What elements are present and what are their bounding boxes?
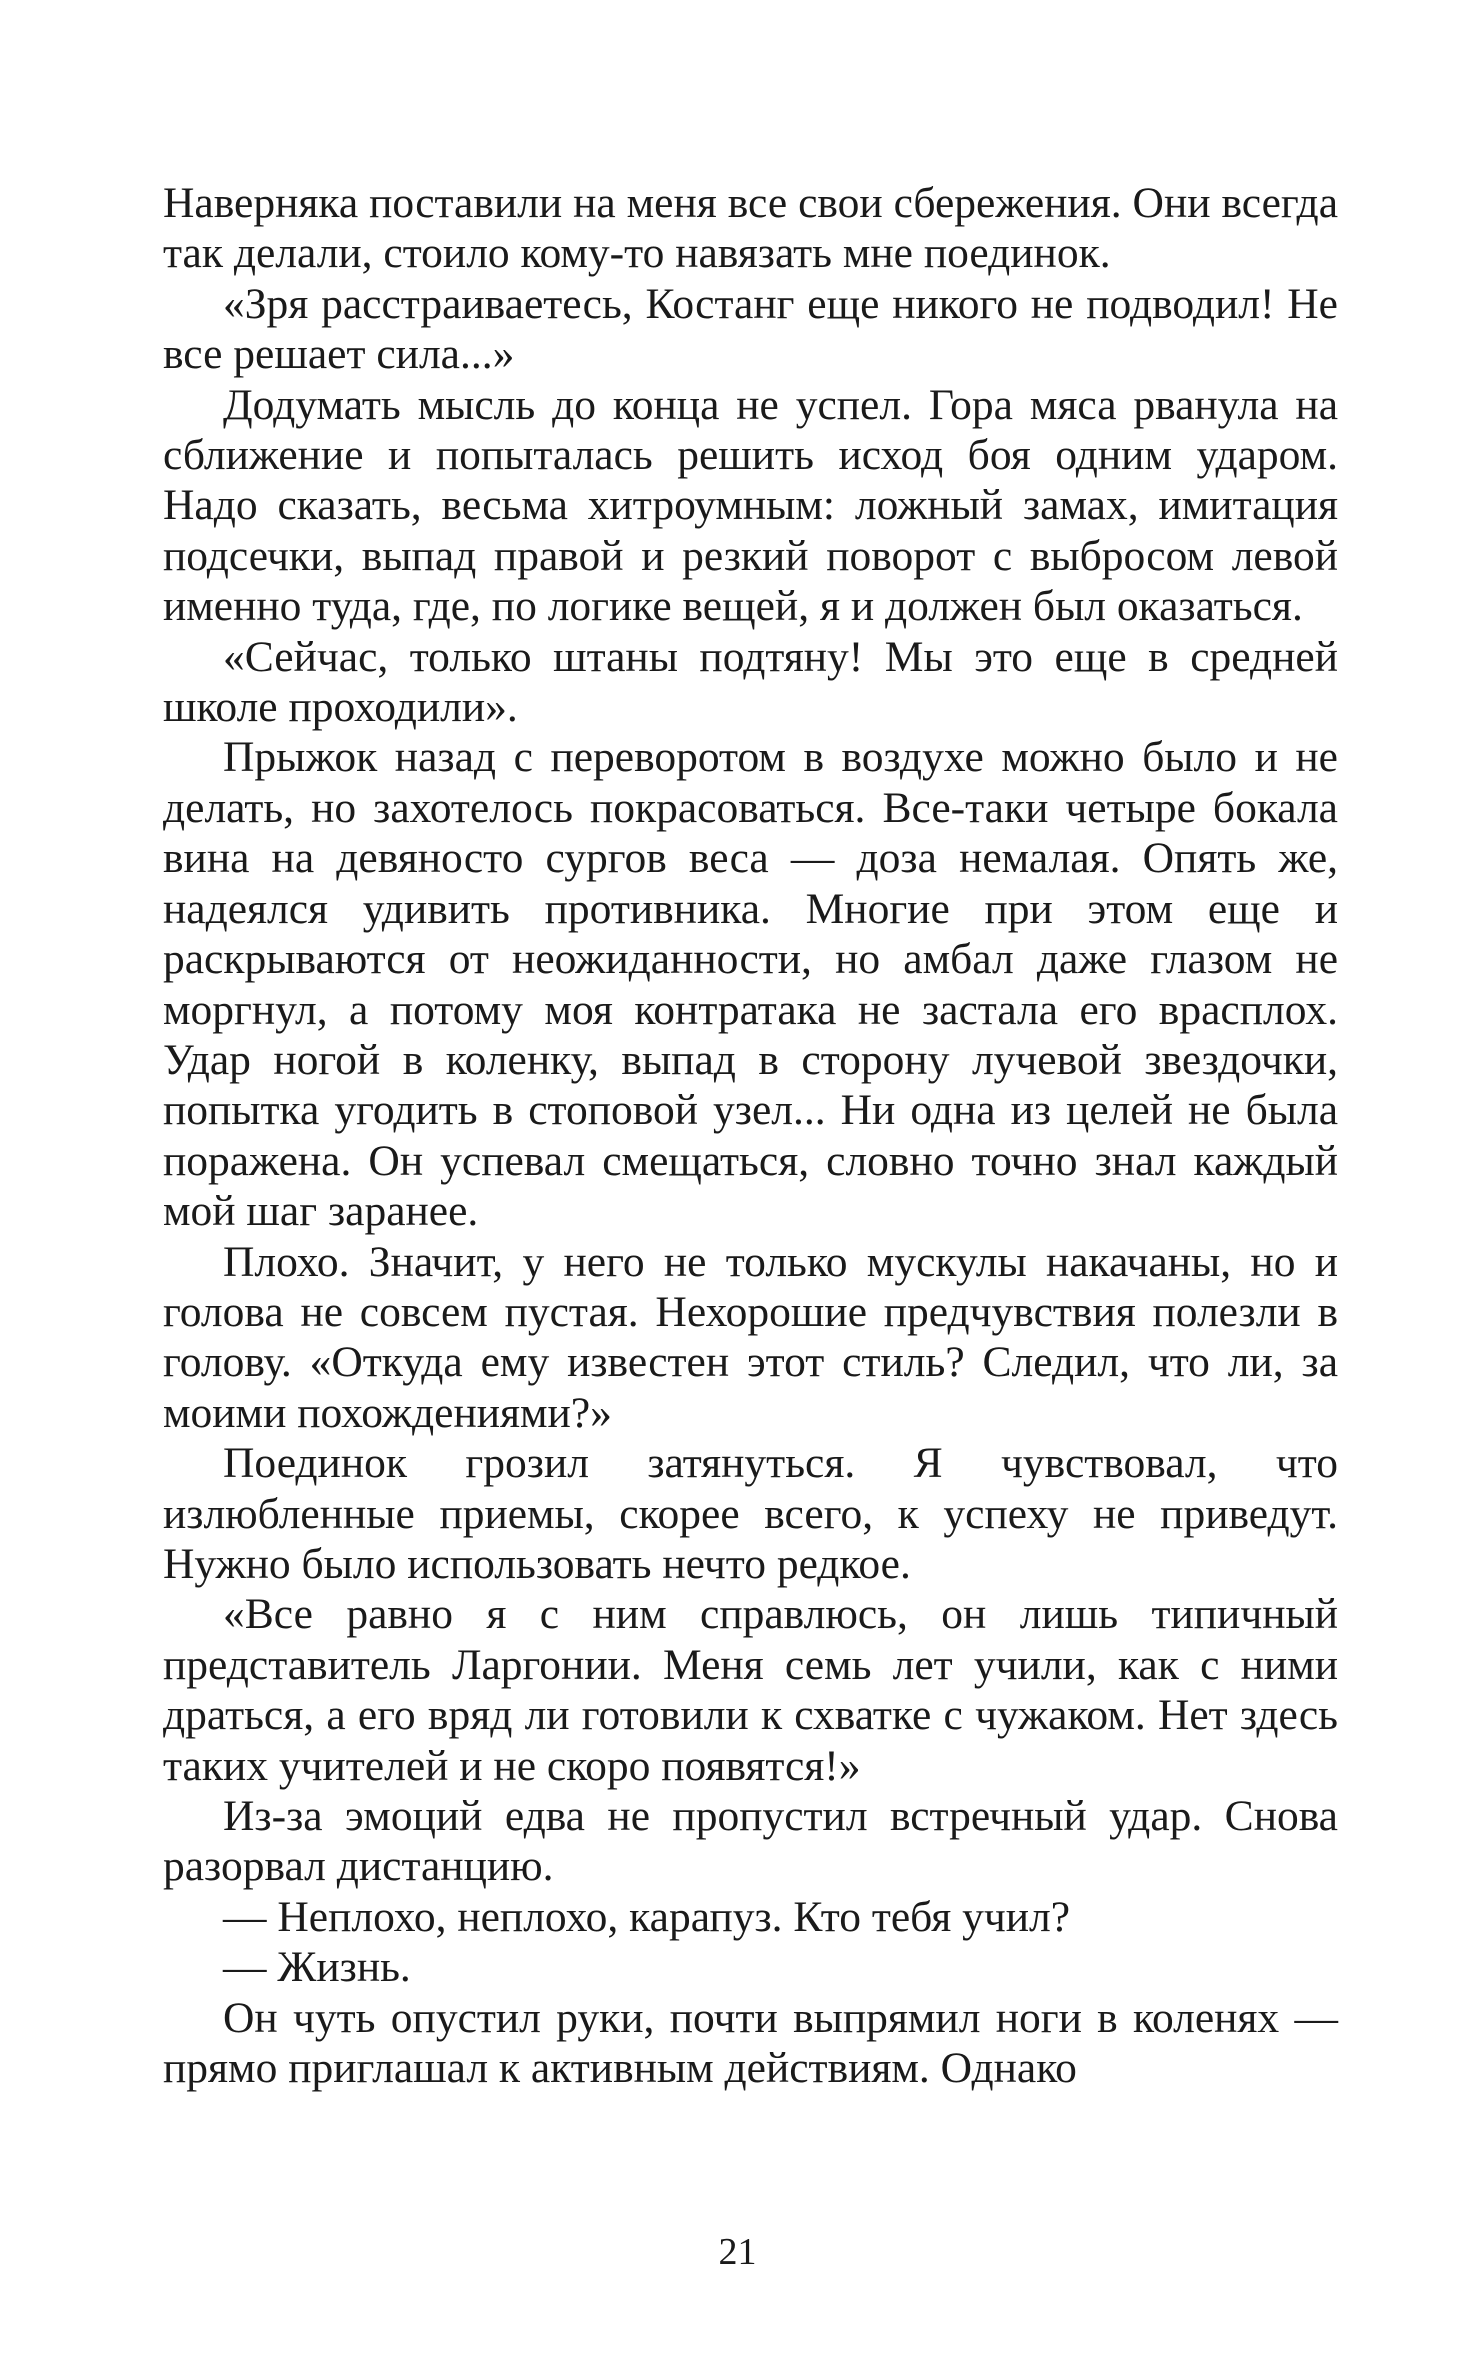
page-number: 21 xyxy=(718,2231,757,2273)
body-text xyxy=(163,178,1338,2093)
paragraph: Из-за эмоций едва не пропустил встречный удар. Снова разорвал дистанцию. xyxy=(163,1792,1338,1891)
paragraph: Прыжок назад с переворотом в воздухе можно было и не делать, но захотелось покрасоваться. Все-таки четыре бокала вина на девяносто сургов веса — доза немалая. Опять же, надеялся удивить противника. Многие при этом еще и раскрываются от неожиданности, но амбал даже глазом не моргнул, а потому моя контратака не застала его врасплох. Удар ногой в коленку, выпад в сторону лучевой звездочки, попытка угодить в стоповой узел... Ни одна из целей не была поражена. Он успевал смещаться, словно точно знал каждый мой шаг заранее. xyxy=(163,733,1338,1236)
dialogue-line: — Неплохо, неплохо, карапуз. Кто тебя учил? xyxy=(223,1892,1070,1941)
dialogue-line: — Жизнь. xyxy=(223,1943,411,1992)
paragraph: «Все равно я с ним справлюсь, он лишь типичный представитель Ларгонии. Меня семь лет учили, как с ними драться, а его вряд ли готовили к схватке с чужаком. Нет здесь таких учителей и не скоро появятся!» xyxy=(163,1590,1338,1790)
paragraph: Наверняка поставили на меня все свои сбережения. Они всегда так делали, стоило кому-то навязать мне поединок. xyxy=(163,179,1338,278)
paragraph: Он чуть опустил руки, почти выпрямил ноги в коленях — прямо приглашал к активным действиям. Однако xyxy=(163,1993,1338,2093)
paragraph: Додумать мысль до конца не успел. Гора мяса рванула на сближение и попыталась решить исход боя одним ударом. Надо сказать, весьма хитроумным: ложный замах, имитация подсечки, выпад правой и резкий поворот с выбросом левой именно туда, где, по логике вещей, я и должен был оказаться. xyxy=(163,380,1338,631)
paragraph: Поединок грозил затянуться. Я чувствовал, что излюбленные приемы, скорее всего, к успеху не приведут. Нужно было использовать нечто редкое. xyxy=(163,1439,1338,1588)
paragraph: Плохо. Значит, у него не только мускулы накачаны, но и голова не совсем пустая. Нехорошие предчувствия полезли в голову. «Откуда ему известен этот стиль? Следил, что ли, за моими похождениями?» xyxy=(163,1237,1338,1437)
paragraph: «Зря расстраиваетесь, Костанг еще никого не подводил! Не все решает сила...» xyxy=(163,279,1338,379)
paragraph: «Сейчас, только штаны подтяну! Мы это еще в средней школе проходили». xyxy=(163,632,1338,732)
